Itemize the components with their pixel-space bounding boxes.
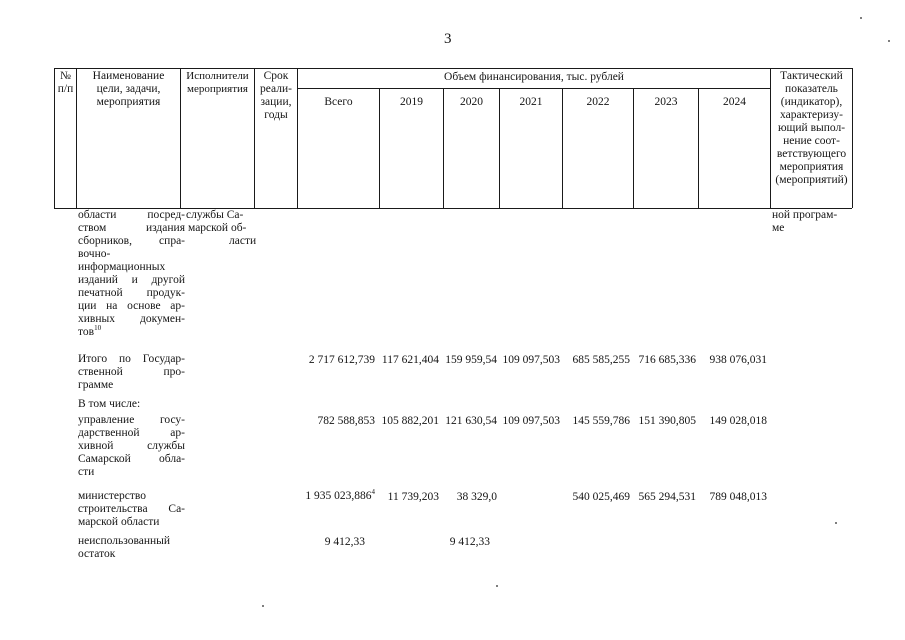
row-archive-service-2020: 121 630,54 [445, 415, 497, 427]
footnote-marker: 4 [371, 488, 375, 497]
row-ministry-2020: 38 329,0 [456, 491, 497, 503]
row-unused-balance-name [78, 535, 170, 561]
footnote-marker: 10 [94, 324, 102, 333]
executor-line: марской об- [188, 222, 247, 234]
row-total-2020: 159 959,54 [445, 354, 497, 366]
row-ministry-sum [305, 490, 375, 503]
name-line: вочно- [78, 248, 111, 260]
row-archive-service-2024: 149 028,018 [709, 415, 767, 427]
header-year-2024: 2024 [723, 96, 746, 108]
name-line: ственной про- [78, 366, 185, 378]
row-total-name [78, 353, 185, 392]
header-executors-cell: Исполнители мероприятия [186, 70, 249, 95]
header-indicator-cell: Тактический показатель (индикатор), характеризу- ющий выпол- нение соот- ветствующего мероприятия (мероприятий) [775, 70, 848, 186]
name-line: области посред- [78, 209, 185, 221]
row-ministry-sum-value: 1 935 023,886 [305, 490, 372, 502]
continued-row-indicator [772, 209, 837, 235]
row-archive-service-2023: 151 390,805 [638, 415, 696, 427]
row-archive-service-sum: 782 588,853 [317, 415, 375, 427]
row-unused-balance-2020: 9 412,33 [449, 536, 490, 548]
name-line: сборников, спра- [78, 235, 185, 247]
row-total-2024: 938 076,031 [709, 354, 767, 366]
name-line: дарственной ар- [78, 427, 185, 439]
row-ministry-2019: 11 739,203 [387, 491, 439, 503]
name-line: неиспользованный [78, 535, 171, 547]
name-line: ством издания [78, 222, 185, 234]
scan-speck [835, 522, 837, 524]
name-line: остаток [78, 548, 116, 560]
continued-row-executor [186, 209, 256, 248]
name-line [78, 326, 185, 339]
indicator-line: ной програм- [772, 209, 838, 221]
name-line: хивной службы [78, 440, 185, 452]
header-financing-cell: Объем финансирования, тыс. рублей [444, 71, 624, 83]
row-total-2022: 685 585,255 [572, 354, 630, 366]
row-archive-service-name [78, 414, 185, 479]
row-total-2023: 716 685,336 [638, 354, 696, 366]
header-year-2023: 2023 [654, 96, 678, 108]
header-year-2019: 2019 [400, 96, 423, 108]
row-including-label: В том числе: [78, 398, 141, 410]
scan-speck [496, 585, 498, 587]
name-line: Итого по Государ- [78, 353, 185, 365]
header-term-cell: Срок реали- зации, годы [260, 70, 292, 121]
header-total-cell: Всего [324, 96, 353, 108]
name-line: печатной продук- [78, 287, 185, 299]
row-archive-service-2019: 105 882,201 [381, 415, 439, 427]
scan-speck [860, 17, 862, 19]
name-line: грамме [78, 379, 114, 391]
row-total-sum: 2 717 612,739 [308, 354, 375, 366]
row-unused-balance-sum: 9 412,33 [324, 536, 365, 548]
executor-line: ласти [229, 235, 257, 247]
header-number-cell: № п/п [57, 70, 74, 95]
header-year-2022: 2022 [586, 96, 610, 108]
row-ministry-2024: 789 048,013 [709, 491, 767, 503]
row-archive-service-2022: 145 559,786 [572, 415, 630, 427]
executor-line: службы Са- [186, 209, 244, 221]
header-year-2021: 2021 [519, 96, 543, 108]
name-line: строительства Са- [78, 503, 185, 515]
row-ministry-name [78, 490, 185, 529]
name-line: ции на основе ар- [78, 300, 185, 312]
row-ministry-2022: 540 025,469 [572, 491, 630, 503]
header-year-2020: 2020 [460, 96, 483, 108]
row-total-2021: 109 097,503 [502, 354, 560, 366]
scan-speck [262, 605, 264, 607]
name-line-text: тов [78, 326, 95, 338]
header-name-cell: Наименование цели, задачи, мероприятия [92, 70, 165, 108]
row-archive-service-2021: 109 097,503 [502, 415, 560, 427]
name-line: хивных докумен- [78, 313, 185, 325]
name-line: марской области [78, 516, 160, 528]
name-line: сти [78, 466, 95, 478]
row-ministry-2023: 565 294,531 [638, 491, 696, 503]
continued-row-name [78, 209, 185, 339]
name-line: Самарской обла- [78, 453, 185, 465]
name-line: министерство [78, 490, 146, 502]
scan-speck [888, 40, 890, 42]
name-line: управление госу- [78, 414, 185, 426]
indicator-line: ме [772, 222, 785, 234]
name-line: информационных [78, 261, 166, 273]
name-line: изданий и другой [78, 274, 185, 286]
row-total-2019: 117 621,404 [381, 354, 439, 366]
page-number: 3 [444, 31, 452, 47]
